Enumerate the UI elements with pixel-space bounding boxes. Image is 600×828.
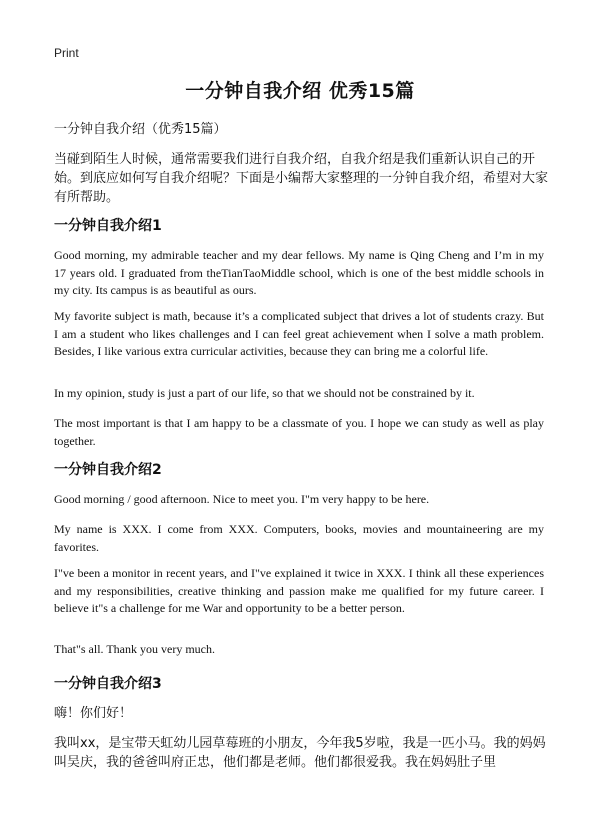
section-paragraph: That"s all. Thank you very much. [54, 642, 215, 656]
section-paragraph: I"ve been a monitor in recent years, and I"ve explained it twice in XXX. I think all these experiences and my responsibilities, creative thinking and passion make me qualified for my future career. I believe it"s a challenge for me War and opportunity to be a better person. [54, 566, 544, 615]
section-paragraph: 嗨！你们好！ [54, 706, 133, 721]
page-subtitle: 一分钟自我介绍（优秀15篇） [54, 122, 227, 137]
page-title: 一分钟自我介绍 优秀15篇 [185, 80, 415, 102]
section-paragraph: 我叫xx，是宝带天虹幼儿园草莓班的小朋友，今年我5岁啦，我是一匹小马。我的妈妈叫吴庆，我的爸爸叫府正忠，他们都是老师。他们都很爱我。我在妈妈肚子里 [54, 736, 546, 770]
intro-paragraph: 当碰到陌生人时候，通常需要我们进行自我介绍，自我介绍是我们重新认识自己的开始。到底应如何写自我介绍呢？下面是小编帮大家整理的一分钟自我介绍，希望对大家有所帮助。 [54, 152, 549, 205]
section-paragraph: My favorite subject is math, because it’s a complicated subject that drives a lot of students crazy. But I am a student who likes challenges and I can feel great achievement when I solve a math problem. Besides, I like various extra curricular activities, because they can bring me a colorful life. [54, 309, 544, 358]
section-paragraph: The most important is that I am happy to be a classmate of you. I hope we can study as well as play together. [54, 416, 544, 448]
section-paragraph: My name is XXX. I come from XXX. Computers, books, movies and mountaineering are my favorites. [54, 522, 544, 554]
section-heading: 一分钟自我介绍2 [54, 462, 162, 478]
print-label[interactable]: Print [54, 46, 79, 60]
section-paragraph: In my opinion, study is just a part of our life, so that we should not be constrained by it. [54, 386, 475, 400]
section-heading: 一分钟自我介绍1 [54, 218, 162, 234]
section-paragraph: Good morning / good afternoon. Nice to meet you. I"m very happy to be here. [54, 492, 430, 506]
section-heading: 一分钟自我介绍3 [54, 676, 162, 692]
section-paragraph: Good morning, my admirable teacher and my dear fellows. My name is Qing Cheng and I’m in my 17 years old. I graduated from theTianTaoMiddle school, which is one of the best middle schools in my city. Its campus is as beautiful as ours. [54, 248, 544, 297]
